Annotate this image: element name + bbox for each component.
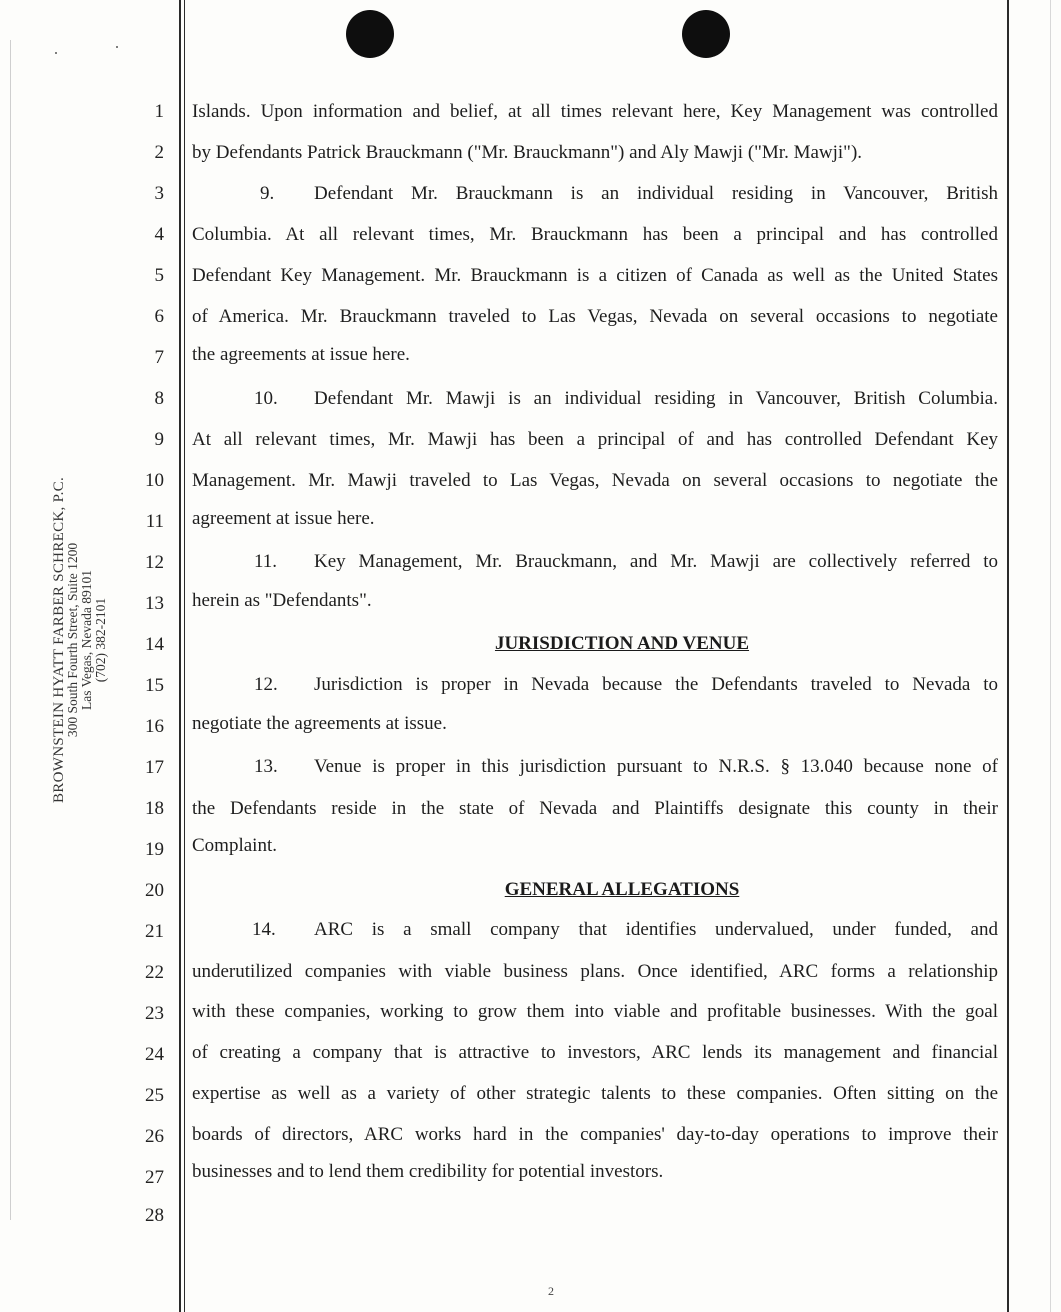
text-line: herein as "Defendants".: [192, 590, 372, 611]
section-heading-general-allegations: GENERAL ALLEGATIONS: [504, 879, 740, 900]
line-number: 18: [145, 798, 164, 819]
text-line: of America. Mr. Brauckmann traveled to Las Vegas, Nevada on several occasions to negotiate: [192, 306, 998, 327]
line-number: 23: [145, 1003, 164, 1024]
line-number: 17: [145, 757, 164, 778]
line-number: 25: [145, 1085, 164, 1106]
line-number: 26: [145, 1126, 164, 1147]
paragraph-14-first-line: [192, 919, 998, 941]
text-line: negotiate the agreements at issue.: [192, 713, 447, 734]
line-number: 19: [145, 839, 164, 860]
line-number: 3: [154, 183, 164, 204]
line-number: 21: [145, 921, 164, 942]
paragraph-9-first-line: [192, 183, 998, 205]
line-number: 20: [145, 880, 164, 901]
text-line: Defendant Key Management. Mr. Brauckmann is a citizen of Canada as well as the United States: [192, 265, 998, 286]
line-number: 15: [145, 675, 164, 696]
line-number: 5: [154, 265, 164, 286]
line-number: 12: [145, 552, 164, 573]
line-number: 7: [154, 347, 164, 368]
paragraph-number: 12.: [254, 674, 278, 695]
firm-phone: (702) 382-2101: [93, 597, 108, 683]
paragraph-number: 13.: [254, 756, 278, 777]
line-number: 6: [154, 306, 164, 327]
line-number: 10: [145, 470, 164, 491]
paragraph-number: 14.: [252, 919, 276, 940]
left-margin-rule-inner: [184, 0, 185, 1312]
text-line: ARC is a small company that identifies undervalued, under funded, and: [314, 919, 998, 940]
text-line: Defendant Mr. Brauckmann is an individual residing in Vancouver, British: [314, 183, 998, 204]
line-number: 16: [145, 716, 164, 737]
line-number: 24: [145, 1044, 164, 1065]
text-line: of creating a company that is attractive to investors, ARC lends its management and financial: [192, 1042, 998, 1063]
line-number: 28: [145, 1205, 164, 1226]
line-number: 22: [145, 962, 164, 983]
text-line: the Defendants reside in the state of Nevada and Plaintiffs designate this county in their: [192, 798, 998, 819]
text-line: Islands. Upon information and belief, at all times relevant here, Key Management was controlled: [192, 101, 998, 122]
section-heading-jurisdiction: JURISDICTION AND VENUE: [494, 633, 750, 654]
text-line: with these companies, working to grow them into viable and profitable businesses. With the goal: [192, 1001, 998, 1022]
left-margin-rule-outer: [179, 0, 181, 1312]
line-number: 4: [154, 224, 164, 245]
punch-hole-right: [682, 10, 730, 58]
scan-edge-line-right: [1050, 0, 1051, 1312]
text-line: by Defendants Patrick Brauckmann ("Mr. Brauckmann") and Aly Mawji ("Mr. Mawji").: [192, 142, 863, 163]
paragraph-13-first-line: [192, 756, 998, 778]
text-line: Jurisdiction is proper in Nevada because the Defendants traveled to Nevada to: [314, 674, 998, 695]
line-number: 2: [154, 142, 164, 163]
punch-hole-left: [346, 10, 394, 58]
text-line: the agreements at issue here.: [192, 344, 410, 365]
firm-name: BROWNSTEIN HYATT FARBER SCHRECK, P.C.: [51, 476, 67, 804]
scan-speck: [55, 52, 57, 54]
right-margin-rule: [1007, 0, 1009, 1312]
scan-edge-line: [10, 40, 11, 1220]
paragraph-12-first-line: [192, 674, 998, 696]
text-line: Defendant Mr. Mawji is an individual residing in Vancouver, British Columbia.: [314, 388, 998, 409]
firm-city: Las Vegas, Nevada 89101: [79, 570, 94, 710]
paragraph-number: 11.: [254, 551, 278, 572]
text-line: Columbia. At all relevant times, Mr. Brauckmann has been a principal and has controlled: [192, 224, 998, 245]
page-number: 2: [548, 1284, 554, 1298]
line-number: 9: [154, 429, 164, 450]
line-number: 8: [154, 388, 164, 409]
line-number: 1: [154, 101, 164, 122]
text-line: expertise as well as a variety of other strategic talents to these companies. Often sitting on the: [192, 1083, 998, 1104]
text-line: Management. Mr. Mawji traveled to Las Vegas, Nevada on several occasions to negotiate the: [192, 470, 998, 491]
text-line: Complaint.: [192, 835, 277, 856]
paragraph-number: 10.: [254, 388, 278, 409]
text-line: Venue is proper in this jurisdiction pursuant to N.R.S. § 13.040 because none of: [314, 756, 998, 777]
paragraph-number: 9.: [260, 183, 275, 204]
paragraph-11-first-line: [192, 551, 998, 573]
text-line: underutilized companies with viable business plans. Once identified, ARC forms a relationship: [192, 961, 998, 982]
firm-address: 300 South Fourth Street, Suite 1200: [65, 542, 80, 738]
line-number: 13: [145, 593, 164, 614]
text-line: businesses and to lend them credibility for potential investors.: [192, 1161, 664, 1182]
text-line: Key Management, Mr. Brauckmann, and Mr. Mawji are collectively referred to: [314, 551, 998, 572]
line-number: 11: [145, 511, 164, 532]
line-number: 14: [145, 634, 164, 655]
text-line: At all relevant times, Mr. Mawji has been a principal of and has controlled Defendant Key: [192, 429, 998, 450]
text-line: boards of directors, ARC works hard in the companies' day-to-day operations to improve their: [192, 1124, 998, 1145]
line-number: 27: [145, 1167, 164, 1188]
text-line: agreement at issue here.: [192, 508, 375, 529]
paragraph-10-first-line: [192, 388, 998, 410]
scan-speck: [116, 46, 118, 48]
